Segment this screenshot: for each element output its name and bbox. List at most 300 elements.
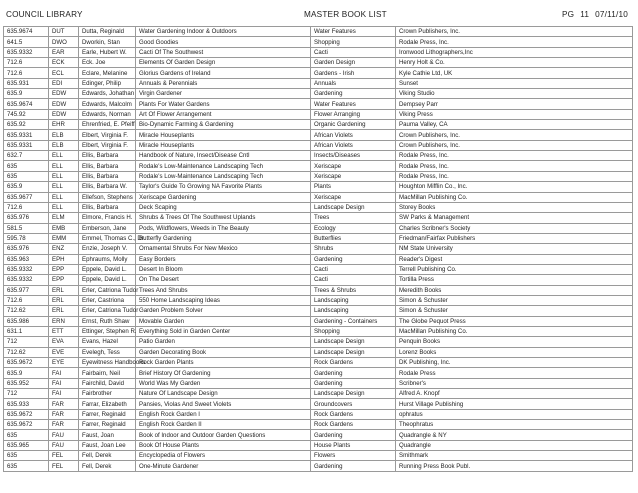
author-cell: Ellis, Barbara — [79, 202, 136, 212]
call-number-cell: 635.9332 — [4, 47, 49, 57]
author-code-cell: ERN — [49, 316, 79, 326]
call-number-cell: 595.78 — [4, 233, 49, 243]
author-cell: Eck. Joe — [79, 58, 136, 68]
author-code-cell: ENZ — [49, 244, 79, 254]
title-cell: Rodale's Low-Maintenance Landscaping Tech — [136, 161, 311, 171]
subject-cell: Water Features — [311, 27, 396, 37]
author-code-cell: ERL — [49, 285, 79, 295]
subject-cell: Xeriscape — [311, 192, 396, 202]
publisher-cell: NM State University — [396, 244, 633, 254]
title-cell: Taylor's Guide To Growing NA Favorite Plants — [136, 182, 311, 192]
author-cell: Edinger, Philip — [79, 78, 136, 88]
author-code-cell: DUT — [49, 27, 79, 37]
publisher-cell: Theophratus — [396, 420, 633, 430]
author-cell: Ellis, Barbara W. — [79, 182, 136, 192]
subject-cell: Rock Gardens — [311, 358, 396, 368]
call-number-cell: 635.933 — [4, 399, 49, 409]
call-number-cell: 635 — [4, 430, 49, 440]
table-row — [4, 295, 633, 305]
author-code-cell: FAU — [49, 430, 79, 440]
author-cell: Fell, Derek — [79, 461, 136, 471]
subject-cell: Organic Gardening — [311, 120, 396, 130]
title-cell: Rodale's Low-Maintenance Landscaping Tech — [136, 171, 311, 181]
author-code-cell: EMB — [49, 223, 79, 233]
author-cell: Eyewitness Handbooks — [79, 358, 136, 368]
table-row — [4, 285, 633, 295]
table-row — [4, 192, 633, 202]
publisher-cell: Scribner's — [396, 378, 633, 388]
publisher-cell: Crown Publishers, Inc. — [396, 140, 633, 150]
title-cell: Elements Of Garden Design — [136, 58, 311, 68]
subject-cell: African Violets — [311, 140, 396, 150]
author-cell: Erler, Catriona Tudor — [79, 306, 136, 316]
title-cell: Patio Garden — [136, 337, 311, 347]
author-cell: Erler, Castriona — [79, 295, 136, 305]
subject-cell: Gardening — [311, 89, 396, 99]
subject-cell: Water Features — [311, 99, 396, 109]
call-number-cell: 635.9672 — [4, 420, 49, 430]
call-number-cell: 632.7 — [4, 151, 49, 161]
call-number-cell: 635.986 — [4, 316, 49, 326]
publisher-cell: Rodale Press, Inc. — [396, 171, 633, 181]
title-cell: Deck Scaping — [136, 202, 311, 212]
title-cell: English Rock Garden I — [136, 409, 311, 419]
subject-cell: Rock Gardens — [311, 420, 396, 430]
table-row — [4, 254, 633, 264]
call-number-cell: 635.9331 — [4, 140, 49, 150]
author-code-cell: EDI — [49, 78, 79, 88]
table-row — [4, 275, 633, 285]
author-cell: Faust, Joan — [79, 430, 136, 440]
table-row — [4, 223, 633, 233]
table-row — [4, 109, 633, 119]
subject-cell: Ecology — [311, 223, 396, 233]
subject-cell: Flower Arranging — [311, 109, 396, 119]
call-number-cell: 635.9 — [4, 89, 49, 99]
call-number-cell: 712.62 — [4, 306, 49, 316]
author-code-cell: ELB — [49, 140, 79, 150]
author-code-cell: EDW — [49, 99, 79, 109]
subject-cell: Landscaping — [311, 306, 396, 316]
title-cell: Garden Problem Solver — [136, 306, 311, 316]
title-cell: Easy Borders — [136, 254, 311, 264]
table-row — [4, 202, 633, 212]
call-number-cell: 635 — [4, 451, 49, 461]
subject-cell: Xeriscape — [311, 161, 396, 171]
table-row — [4, 451, 633, 461]
subject-cell: Gardens - Irish — [311, 68, 396, 78]
publisher-cell: Viking Press — [396, 109, 633, 119]
call-number-cell: 635.977 — [4, 285, 49, 295]
title-cell: Encyclopedia of Flowers — [136, 451, 311, 461]
call-number-cell: 635.931 — [4, 78, 49, 88]
author-cell: Earle, Hubert W. — [79, 47, 136, 57]
subject-cell: Landscape Design — [311, 337, 396, 347]
author-code-cell: ELL — [49, 151, 79, 161]
table-row — [4, 430, 633, 440]
author-code-cell: FEL — [49, 451, 79, 461]
publisher-cell: Meredith Books — [396, 285, 633, 295]
title-cell: Good Goodies — [136, 37, 311, 47]
table-row — [4, 306, 633, 316]
subject-cell: Rock Gardens — [311, 409, 396, 419]
publisher-cell: Running Press Book Publ. — [396, 461, 633, 471]
author-cell: Eppele, David L. — [79, 264, 136, 274]
publisher-cell: Alfred A. Knopf — [396, 389, 633, 399]
publisher-cell: Charles Scribner's Society — [396, 223, 633, 233]
call-number-cell: 635.952 — [4, 378, 49, 388]
author-cell: Dutta, Reginald — [79, 27, 136, 37]
author-cell: Elbert, Virginia F. — [79, 130, 136, 140]
author-code-cell: ERL — [49, 295, 79, 305]
table-row — [4, 140, 633, 150]
publisher-cell: DK Publishing, Inc. — [396, 358, 633, 368]
author-code-cell: FEL — [49, 461, 79, 471]
author-cell: Ellis, Barbara — [79, 151, 136, 161]
title-cell: Desert In Bloom — [136, 264, 311, 274]
page-header — [0, 10, 638, 24]
table-row — [4, 27, 633, 37]
table-row — [4, 58, 633, 68]
table-row — [4, 316, 633, 326]
call-number-cell: 635.9674 — [4, 27, 49, 37]
table-row — [4, 347, 633, 357]
call-number-cell: 581.5 — [4, 223, 49, 233]
title-cell: Virgin Gardener — [136, 89, 311, 99]
table-row — [4, 120, 633, 130]
table-row — [4, 440, 633, 450]
subject-cell: Gardening — [311, 430, 396, 440]
call-number-cell: 635.9331 — [4, 130, 49, 140]
title-cell: Rock Garden Plants — [136, 358, 311, 368]
subject-cell: Trees & Shrubs — [311, 285, 396, 295]
call-number-cell: 635.9677 — [4, 192, 49, 202]
publisher-cell: Crown Publishers, Inc. — [396, 27, 633, 37]
publisher-cell: Dempsey Parr — [396, 99, 633, 109]
publisher-cell: Simon & Schuster — [396, 295, 633, 305]
title-cell: Annuals & Perennials — [136, 78, 311, 88]
publisher-cell: Sunset — [396, 78, 633, 88]
table-row — [4, 389, 633, 399]
author-code-cell: ELL — [49, 182, 79, 192]
list-title: MASTER BOOK LIST — [304, 10, 387, 19]
table-row — [4, 213, 633, 223]
call-number-cell: 712.6 — [4, 295, 49, 305]
author-code-cell: FAI — [49, 368, 79, 378]
call-number-cell: 635.976 — [4, 213, 49, 223]
title-cell: Ornamental Shrubs For New Mexico — [136, 244, 311, 254]
author-cell: Ephraums, Molly — [79, 254, 136, 264]
publisher-cell: Houghton Mifflin Co., Inc. — [396, 182, 633, 192]
title-cell: Butterfly Gardening — [136, 233, 311, 243]
author-cell: Eppele, David L. — [79, 275, 136, 285]
table-row — [4, 368, 633, 378]
author-code-cell: EPP — [49, 264, 79, 274]
book-list-table — [3, 26, 633, 472]
title-cell: Trees And Shrubs — [136, 285, 311, 295]
table-row — [4, 399, 633, 409]
author-cell: Ellefson, Stephens — [79, 192, 136, 202]
subject-cell: Gardening — [311, 461, 396, 471]
title-cell: Water Gardening Indoor & Outdoors — [136, 27, 311, 37]
table-row — [4, 233, 633, 243]
publisher-cell: Smithmark — [396, 451, 633, 461]
publisher-cell: Pauma Valley, CA — [396, 120, 633, 130]
author-cell: Elbert, Virginia F. — [79, 140, 136, 150]
publisher-cell: MacMillan Publishing Co. — [396, 192, 633, 202]
publisher-cell: SW Parks & Management — [396, 213, 633, 223]
author-code-cell: ECK — [49, 58, 79, 68]
author-cell: Ehrenfried, E. Pfeiff — [79, 120, 136, 130]
table-row — [4, 161, 633, 171]
author-cell: Ellis, Barbara — [79, 171, 136, 181]
call-number-cell: 635.92 — [4, 120, 49, 130]
publisher-cell: The Globe Pequot Press — [396, 316, 633, 326]
subject-cell: Groundcovers — [311, 399, 396, 409]
table-row — [4, 171, 633, 181]
table-row — [4, 37, 633, 47]
table-row — [4, 89, 633, 99]
author-code-cell: EYE — [49, 358, 79, 368]
subject-cell: Gardening — [311, 254, 396, 264]
call-number-cell: 712.6 — [4, 202, 49, 212]
title-cell: Miracle Houseplants — [136, 130, 311, 140]
publisher-cell: Penquin Books — [396, 337, 633, 347]
publisher-cell: Crown Publishers, Inc. — [396, 130, 633, 140]
author-code-cell: EPP — [49, 275, 79, 285]
title-cell: 550 Home Landscaping Ideas — [136, 295, 311, 305]
call-number-cell: 745.92 — [4, 109, 49, 119]
publisher-cell: Viking Studio — [396, 89, 633, 99]
publisher-cell: Simon & Schuster — [396, 306, 633, 316]
author-cell: Erler, Catriona Tudor — [79, 285, 136, 295]
title-cell: Pansies, Violas And Sweet Violets — [136, 399, 311, 409]
publisher-cell: Lorenz Books — [396, 347, 633, 357]
call-number-cell: 641.5 — [4, 37, 49, 47]
author-code-cell: EAR — [49, 47, 79, 57]
table-row — [4, 78, 633, 88]
author-cell: Evans, Hazel — [79, 337, 136, 347]
table-row — [4, 99, 633, 109]
call-number-cell: 635.9332 — [4, 275, 49, 285]
publisher-cell: Kyle Cathie Ltd, UK — [396, 68, 633, 78]
page-number: 11 — [580, 10, 590, 19]
table-row — [4, 182, 633, 192]
subject-cell: Garden Design — [311, 58, 396, 68]
print-date: 07/11/10 — [595, 10, 628, 19]
call-number-cell: 712.62 — [4, 347, 49, 357]
table-row — [4, 420, 633, 430]
table-row — [4, 358, 633, 368]
call-number-cell: 712.6 — [4, 58, 49, 68]
call-number-cell: 635.9 — [4, 368, 49, 378]
subject-cell: Shopping — [311, 37, 396, 47]
subject-cell: African Violets — [311, 130, 396, 140]
author-code-cell: FAR — [49, 409, 79, 419]
subject-cell: Annuals — [311, 78, 396, 88]
table-row — [4, 409, 633, 419]
author-cell: Farrer, Reginald — [79, 420, 136, 430]
subject-cell: Xeriscape — [311, 171, 396, 181]
publisher-cell: Reader's Digest — [396, 254, 633, 264]
author-cell: Ellis, Barbara — [79, 161, 136, 171]
title-cell: Everything Sold in Garden Center — [136, 326, 311, 336]
author-cell: Edwards, Johathan — [79, 89, 136, 99]
subject-cell: Shrubs — [311, 244, 396, 254]
title-cell: Art Of Flower Arrangement — [136, 109, 311, 119]
author-cell: Emmel, Thomas C., Dr. — [79, 233, 136, 243]
title-cell: One-Minute Gardener — [136, 461, 311, 471]
book-list-body — [4, 27, 633, 472]
author-code-cell: FAR — [49, 420, 79, 430]
author-code-cell: FAI — [49, 378, 79, 388]
subject-cell: Shopping — [311, 326, 396, 336]
author-cell: Dworkin, Stan — [79, 37, 136, 47]
author-code-cell: FAU — [49, 440, 79, 450]
author-cell: Faust, Joan Lee — [79, 440, 136, 450]
author-cell: Emberson, Jane — [79, 223, 136, 233]
publisher-cell: Tortilla Press — [396, 275, 633, 285]
author-cell: Farrar, Elizabeth — [79, 399, 136, 409]
publisher-cell: Quadrangle & NY — [396, 430, 633, 440]
call-number-cell: 635.965 — [4, 440, 49, 450]
author-code-cell: ETT — [49, 326, 79, 336]
call-number-cell: 712 — [4, 337, 49, 347]
publisher-cell: Terrell Publishing Co. — [396, 264, 633, 274]
author-code-cell: ELB — [49, 130, 79, 140]
call-number-cell: 712 — [4, 389, 49, 399]
call-number-cell: 635.9672 — [4, 358, 49, 368]
publisher-cell: MacMillan Publishing Co. — [396, 326, 633, 336]
title-cell: Movable Garden — [136, 316, 311, 326]
page-info — [556, 10, 628, 19]
library-name: COUNCIL LIBRARY — [6, 10, 83, 19]
call-number-cell: 631.1 — [4, 326, 49, 336]
table-row — [4, 130, 633, 140]
subject-cell: Gardening — [311, 368, 396, 378]
author-code-cell: ELM — [49, 213, 79, 223]
author-cell: Ernst, Ruth Shaw — [79, 316, 136, 326]
author-code-cell: ELL — [49, 161, 79, 171]
table-row — [4, 337, 633, 347]
title-cell: English Rock Garden II — [136, 420, 311, 430]
title-cell: On The Desert — [136, 275, 311, 285]
subject-cell: Insects/Diseases — [311, 151, 396, 161]
author-code-cell: EPH — [49, 254, 79, 264]
title-cell: Glorius Gardens of Ireland — [136, 68, 311, 78]
subject-cell: Flowers — [311, 451, 396, 461]
publisher-cell: Henry Holt & Co. — [396, 58, 633, 68]
author-code-cell: EVA — [49, 337, 79, 347]
publisher-cell: Rodale Press — [396, 368, 633, 378]
call-number-cell: 635.9 — [4, 182, 49, 192]
title-cell: Nature Of Landscape Design — [136, 389, 311, 399]
title-cell: Book of Indoor and Outdoor Garden Questions — [136, 430, 311, 440]
call-number-cell: 635 — [4, 161, 49, 171]
subject-cell: Landscape Design — [311, 389, 396, 399]
author-cell: Elmore, Francis H. — [79, 213, 136, 223]
call-number-cell: 712.6 — [4, 68, 49, 78]
title-cell: Book Of House Plants — [136, 440, 311, 450]
title-cell: Pods, Wildflowers, Weeds in The Beauty — [136, 223, 311, 233]
table-row — [4, 326, 633, 336]
title-cell: Plants For Water Gardens — [136, 99, 311, 109]
author-code-cell: DWO — [49, 37, 79, 47]
table-row — [4, 264, 633, 274]
subject-cell: Landscaping — [311, 295, 396, 305]
table-row — [4, 151, 633, 161]
title-cell: Garden Decorating Book — [136, 347, 311, 357]
subject-cell: Cacti — [311, 264, 396, 274]
subject-cell: Landscape Design — [311, 202, 396, 212]
title-cell: Xeriscape Gardening — [136, 192, 311, 202]
author-code-cell: ELL — [49, 171, 79, 181]
author-cell: Edwards, Malcolm — [79, 99, 136, 109]
subject-cell: Plants — [311, 182, 396, 192]
author-code-cell: FAI — [49, 389, 79, 399]
publisher-cell: Friedman/Fairfax Publishers — [396, 233, 633, 243]
table-row — [4, 68, 633, 78]
publisher-cell: Ironwood Lithographers,Inc — [396, 47, 633, 57]
author-cell: Eclare, Melanine — [79, 68, 136, 78]
publisher-cell: Rodale Press, Inc. — [396, 37, 633, 47]
author-cell: Fairbrother — [79, 389, 136, 399]
call-number-cell: 635.976 — [4, 244, 49, 254]
author-cell: Fairbairn, Neil — [79, 368, 136, 378]
table-row — [4, 378, 633, 388]
author-cell: Evelegh, Tess — [79, 347, 136, 357]
subject-cell: Gardening - Containers — [311, 316, 396, 326]
publisher-cell: ophratus — [396, 409, 633, 419]
call-number-cell: 635.9332 — [4, 264, 49, 274]
title-cell: Shrubs & Trees Of The Southwest Uplands — [136, 213, 311, 223]
call-number-cell: 635 — [4, 461, 49, 471]
author-code-cell: EHR — [49, 120, 79, 130]
author-code-cell: EDW — [49, 89, 79, 99]
subject-cell: Cacti — [311, 47, 396, 57]
call-number-cell: 635.9674 — [4, 99, 49, 109]
title-cell: Brief History Of Gardening — [136, 368, 311, 378]
author-code-cell: ELL — [49, 192, 79, 202]
subject-cell: Cacti — [311, 275, 396, 285]
author-cell: Farrer, Reginald — [79, 409, 136, 419]
author-code-cell: EDW — [49, 109, 79, 119]
table-row — [4, 461, 633, 471]
publisher-cell: Rodale Press, Inc. — [396, 161, 633, 171]
subject-cell: Gardening — [311, 378, 396, 388]
call-number-cell: 635.963 — [4, 254, 49, 264]
publisher-cell: Hurst Village Publishing — [396, 399, 633, 409]
title-cell: World Was My Garden — [136, 378, 311, 388]
author-code-cell: ERL — [49, 306, 79, 316]
author-code-cell: FAR — [49, 399, 79, 409]
table-row — [4, 47, 633, 57]
author-code-cell: EMM — [49, 233, 79, 243]
subject-cell: Landscape Design — [311, 347, 396, 357]
author-code-cell: ELL — [49, 202, 79, 212]
author-cell: Fell, Derek — [79, 451, 136, 461]
author-code-cell: ECL — [49, 68, 79, 78]
author-code-cell: EVE — [49, 347, 79, 357]
publisher-cell: Rodale Press, Inc. — [396, 151, 633, 161]
page-label: PG — [561, 10, 575, 19]
author-cell: Enzie, Joseph V. — [79, 244, 136, 254]
call-number-cell: 635 — [4, 171, 49, 181]
subject-cell: House Plants — [311, 440, 396, 450]
subject-cell: Trees — [311, 213, 396, 223]
author-cell: Fairchild, David — [79, 378, 136, 388]
title-cell: Bio-Dynamic Farming & Gardening — [136, 120, 311, 130]
